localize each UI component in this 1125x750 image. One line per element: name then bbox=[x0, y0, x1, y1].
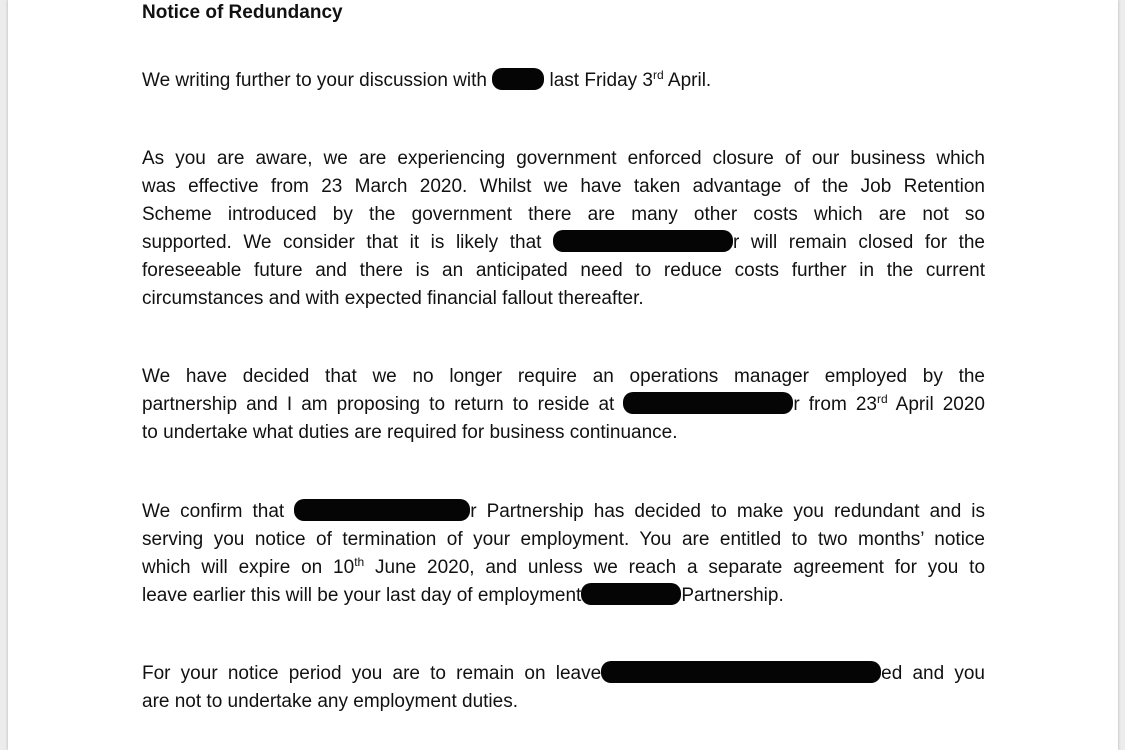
paragraph-3-line-1: We have decided that we no longer require an operations manager employed by the bbox=[142, 366, 985, 387]
paragraph-4-line-2: serving you notice of termination of your employment. You are entitled to two months’ notice bbox=[142, 529, 985, 550]
redaction-mark bbox=[492, 68, 544, 90]
paragraph-2-line-3: Scheme introduced by the government there are many other costs which are not so bbox=[142, 204, 985, 225]
redaction-mark bbox=[623, 392, 793, 414]
paragraph-4-line-4: leave earlier this will be your last day of employment Partnership. bbox=[142, 585, 784, 606]
paragraph-1 bbox=[142, 67, 985, 95]
paragraph-4-line-3: which will expire on 10th June 2020, and unless we reach a separate agreement for you to bbox=[142, 555, 986, 578]
paragraph-3-line-3: to undertake what duties are required for business continuance. bbox=[142, 422, 678, 443]
paragraph-2 bbox=[142, 145, 985, 313]
redaction-mark bbox=[601, 661, 881, 683]
paragraph-2-line-2: was effective from 23 March 2020. Whilst we have taken advantage of the Job Retention bbox=[142, 176, 985, 197]
paragraph-3-line-2: partnership and I am proposing to return to reside at r from 23rd April 2020 bbox=[142, 392, 985, 415]
paragraph-2-line-1: As you are aware, we are experiencing government enforced closure of our business which bbox=[142, 148, 985, 169]
paragraph-2-line-4: supported. We consider that it is likely that r will remain closed for the bbox=[142, 232, 985, 253]
paragraph-4-line-1: We confirm that r Partnership has decided to make you redundant and is bbox=[142, 501, 986, 522]
paragraph-4 bbox=[142, 498, 985, 610]
document-title: Notice of Redundancy bbox=[142, 2, 343, 23]
paragraph-5-line-2: are not to undertake any employment duties. bbox=[142, 691, 519, 712]
document-page bbox=[8, 0, 1118, 750]
paragraph-1-line-1: We writing further to your discussion with last Friday 3rd April. bbox=[142, 68, 712, 91]
paragraph-5 bbox=[142, 660, 985, 716]
redaction-mark bbox=[553, 230, 733, 252]
paragraph-2-line-5: foreseeable future and there is an anticipated need to reduce costs further in the current bbox=[142, 260, 985, 281]
paragraph-5-line-1: For your notice period you are to remain on leave ed and you bbox=[142, 663, 985, 684]
paragraph-3 bbox=[142, 363, 985, 447]
paragraph-2-line-6: circumstances and with expected financial fallout thereafter. bbox=[142, 288, 644, 309]
redaction-mark bbox=[294, 499, 470, 521]
redaction-mark bbox=[581, 583, 681, 605]
